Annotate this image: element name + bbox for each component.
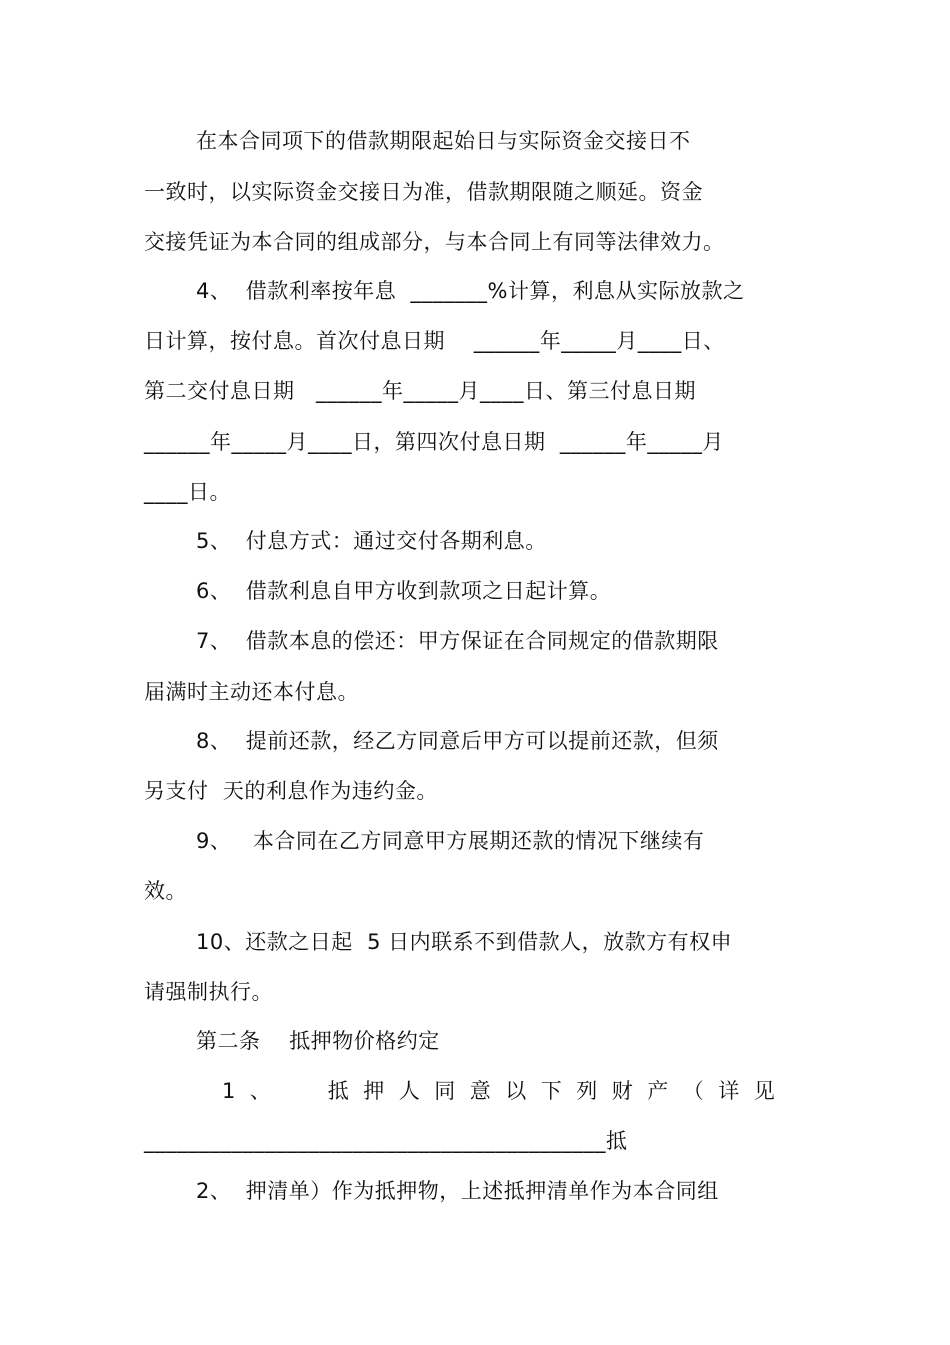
clause-8-line-1: 8、 提前还款，经乙方同意后甲方可以提前还款，但须: [196, 729, 719, 753]
clause-4-line-1: 4、 借款利率按年息 _______%计算，利息从实际放款之: [196, 279, 745, 303]
text-line-2: 一致时，以实际资金交接日为准，借款期限随之顺延。资金: [144, 180, 703, 204]
clause-5-line: 5、 付息方式：通过交付各期利息。: [196, 529, 547, 553]
clause-4-line-2: 日计算，按付息。首次付息日期 ______年_____月____日、: [144, 329, 725, 353]
clause-6-line: 6、 借款利息自甲方收到款项之日起计算。: [196, 579, 612, 603]
clause-7-line-1: 7、 借款本息的偿还：甲方保证在合同规定的借款期限: [196, 629, 719, 653]
clause-10-line-2: 请强制执行。: [144, 980, 273, 1004]
clause-9-line-2: 效。: [144, 879, 187, 903]
clause-8-line-2: 另支付 天的利息作为违约金。: [144, 779, 438, 803]
article-2-item-2: 2、 押清单）作为抵押物，上述抵押清单作为本合同组: [196, 1179, 719, 1203]
clause-10-line-1: 10、还款之日起 5 日内联系不到借款人，放款方有权申: [196, 930, 733, 954]
clause-4-line-5: ____日。: [144, 480, 231, 504]
clause-9-line-1: 9、 本合同在乙方同意甲方展期还款的情况下继续有: [196, 829, 705, 853]
clause-7-line-2: 届满时主动还本付息。: [144, 680, 359, 704]
article-2-item-1: 1、 抵押人同意以下列财产（详见: [222, 1079, 790, 1103]
text-line-1: 在本合同项下的借款期限起始日与实际资金交接日不: [196, 129, 691, 153]
clause-4-line-3: 第二交付息日期 ______年_____月____日、第三付息日期: [144, 379, 697, 403]
article-2-blank-line: __________________________________________抵: [144, 1129, 628, 1153]
article-2-heading: 第二条 抵押物价格约定: [196, 1029, 440, 1053]
text-line-3: 交接凭证为本合同的组成部分，与本合同上有同等法律效力。: [144, 230, 725, 254]
clause-4-line-4: ______年_____月____日，第四次付息日期 ______年_____月: [144, 430, 724, 454]
